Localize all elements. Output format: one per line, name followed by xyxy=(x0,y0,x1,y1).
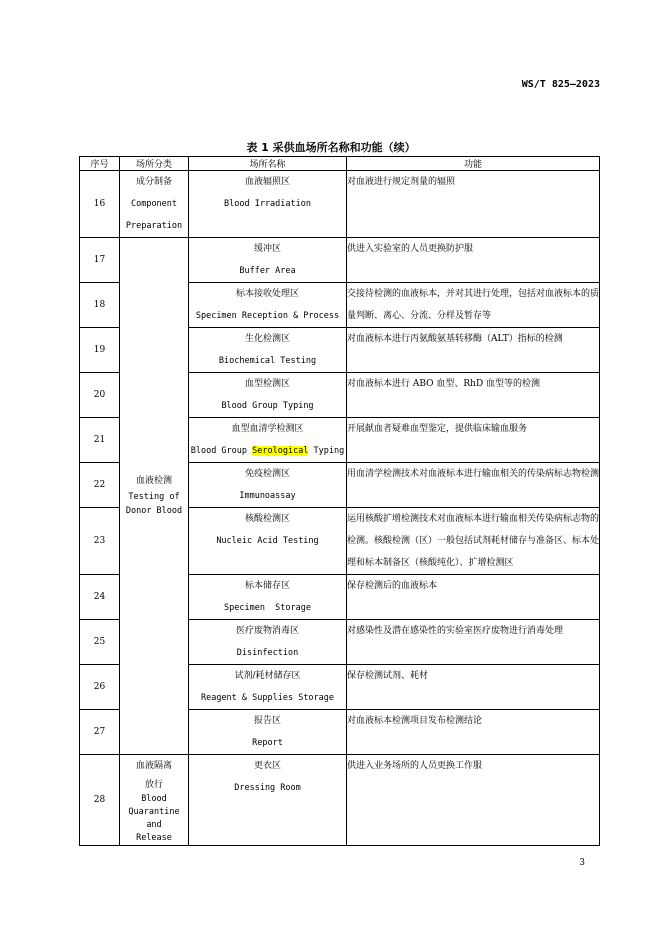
facility-name-en-part: Blood Group xyxy=(190,446,253,456)
facility-name-en: Buffer Area xyxy=(239,266,296,276)
row-number: 26 xyxy=(80,665,120,710)
facility-function: 运用核酸扩增检测技术对血液标本进行输血相关传染病标志物的检测。核酸检测（区）一般包括试剂耗材储存与准备区、标本处理和标本制备区（核酸纯化）、扩增检测区 xyxy=(347,508,600,575)
category-cn: 血液隔离 xyxy=(135,761,172,771)
facility-function: 开展献血者疑难血型鉴定，提供临床输血服务 xyxy=(347,418,600,463)
facility-name xyxy=(189,463,347,508)
facility-name-en: Specimen Storage xyxy=(224,603,311,613)
facility-name xyxy=(189,710,347,755)
facility-function: 保存检测后的血液标本 xyxy=(347,575,600,620)
facility-name-en: Reagent & Supplies Storage xyxy=(200,693,335,703)
facility-name-en: Blood Irradiation xyxy=(224,199,311,209)
facility-name-en-part: Typing xyxy=(308,446,345,456)
category-en: Quarantine and xyxy=(128,807,180,830)
table-row xyxy=(80,238,600,283)
facility-name-en: Specimen Reception & Process xyxy=(195,311,340,321)
facility-name xyxy=(189,508,347,575)
facility-name xyxy=(189,238,347,283)
row-number: 16 xyxy=(80,171,120,238)
category-en: Preparation xyxy=(125,221,183,231)
facility-function: 供进入实验室的人员更换防护服 xyxy=(347,238,600,283)
facility-name-cn: 血液辐照区 xyxy=(244,177,290,187)
facility-name-cn: 血型血清学检测区 xyxy=(231,424,304,434)
header-no: 序号 xyxy=(80,157,120,171)
facility-name-en: Blood Group Typing xyxy=(221,401,314,411)
category-testing xyxy=(120,238,189,755)
facility-name xyxy=(189,373,347,418)
row-number: 18 xyxy=(80,283,120,328)
highlighted-term: Serological xyxy=(252,446,309,456)
table-header-row xyxy=(80,157,600,171)
category-cn: 血液检测 xyxy=(135,476,172,486)
facility-function: 对感染性及潜在感染性的实验室医疗废物进行消毒处理 xyxy=(347,620,600,665)
facility-name xyxy=(189,418,347,463)
header-category: 场所分类 xyxy=(120,157,189,171)
table-row xyxy=(80,755,600,846)
facility-function: 对血液进行规定剂量的辐照 xyxy=(347,171,600,238)
facility-name-cn: 更衣区 xyxy=(253,761,281,771)
category-en: Donor Blood xyxy=(125,506,183,516)
row-number: 23 xyxy=(80,508,120,575)
facility-name-en: Immunoassay xyxy=(239,491,296,501)
facility-name xyxy=(189,283,347,328)
facility-name-cn: 试剂/耗材储存区 xyxy=(234,671,301,681)
facility-name-en xyxy=(189,440,346,462)
row-number: 24 xyxy=(80,575,120,620)
row-number: 22 xyxy=(80,463,120,508)
facility-table xyxy=(79,156,600,846)
facility-name-cn: 标本储存区 xyxy=(244,581,290,591)
facility-name-cn: 标本接收处理区 xyxy=(235,289,299,299)
facility-name-en: Nucleic Acid Testing xyxy=(216,536,319,546)
facility-name-en: Dressing Room xyxy=(234,783,301,793)
facility-name xyxy=(189,328,347,373)
facility-name xyxy=(189,620,347,665)
facility-name xyxy=(189,575,347,620)
row-number: 20 xyxy=(80,373,120,418)
category-en: Testing of xyxy=(128,492,180,502)
header-name: 场所名称 xyxy=(189,157,347,171)
row-number: 25 xyxy=(80,620,120,665)
category-quarantine xyxy=(120,755,189,846)
facility-name-cn: 医疗废物消毒区 xyxy=(235,626,299,636)
facility-function: 对血液标本检测项目发布检测结论 xyxy=(347,710,600,755)
category-en: Component xyxy=(130,199,178,209)
facility-name-en: Disinfection xyxy=(236,648,299,658)
facility-name-cn: 生化检测区 xyxy=(244,334,290,344)
facility-name-cn: 缓冲区 xyxy=(253,244,281,254)
category-cn: 放行 xyxy=(144,780,163,790)
facility-name-cn: 免疫检测区 xyxy=(244,469,290,479)
row-number: 17 xyxy=(80,238,120,283)
facility-name xyxy=(189,665,347,710)
facility-name-en: Report xyxy=(252,738,283,748)
facility-name xyxy=(189,755,347,846)
facility-function: 供进入业务场所的人员更换工作服 xyxy=(347,755,600,846)
row-number: 21 xyxy=(80,418,120,463)
category-cn: 成分制备 xyxy=(135,177,172,187)
facility-name-cn: 血型检测区 xyxy=(244,379,290,389)
facility-function: 对血液标本进行丙氨酸氨基转移酶（ALT）指标的检测 xyxy=(347,328,600,373)
header-function: 功能 xyxy=(347,157,600,171)
table-title: 表 1 采供血场所名称和功能（续） xyxy=(246,141,416,154)
category-en: Blood xyxy=(141,794,167,804)
table-row xyxy=(80,171,600,238)
facility-name xyxy=(189,171,347,238)
standard-id: WS/T 825—2023 xyxy=(521,79,600,90)
facility-function: 保存检测试剂、耗材 xyxy=(347,665,600,710)
category-en: Release xyxy=(136,833,172,843)
row-number: 27 xyxy=(80,710,120,755)
row-number: 19 xyxy=(80,328,120,373)
facility-name-cn: 核酸检测区 xyxy=(244,514,290,524)
category-component xyxy=(120,171,189,238)
facility-name-en: Biochemical Testing xyxy=(218,356,317,366)
row-number: 28 xyxy=(80,755,120,846)
page-number: 3 xyxy=(579,858,585,868)
facility-function: 对血液标本进行 ABO 血型、RhD 血型等的检测 xyxy=(347,373,600,418)
facility-function: 用血清学检测技术对血液标本进行输血相关的传染病标志物检测 xyxy=(347,463,600,508)
facility-function: 交接待检测的血液标本，并对其进行处理，包括对血液标本的质量判断、离心、分流、分样及暂存等 xyxy=(347,283,600,328)
facility-name-cn: 报告区 xyxy=(253,716,281,726)
